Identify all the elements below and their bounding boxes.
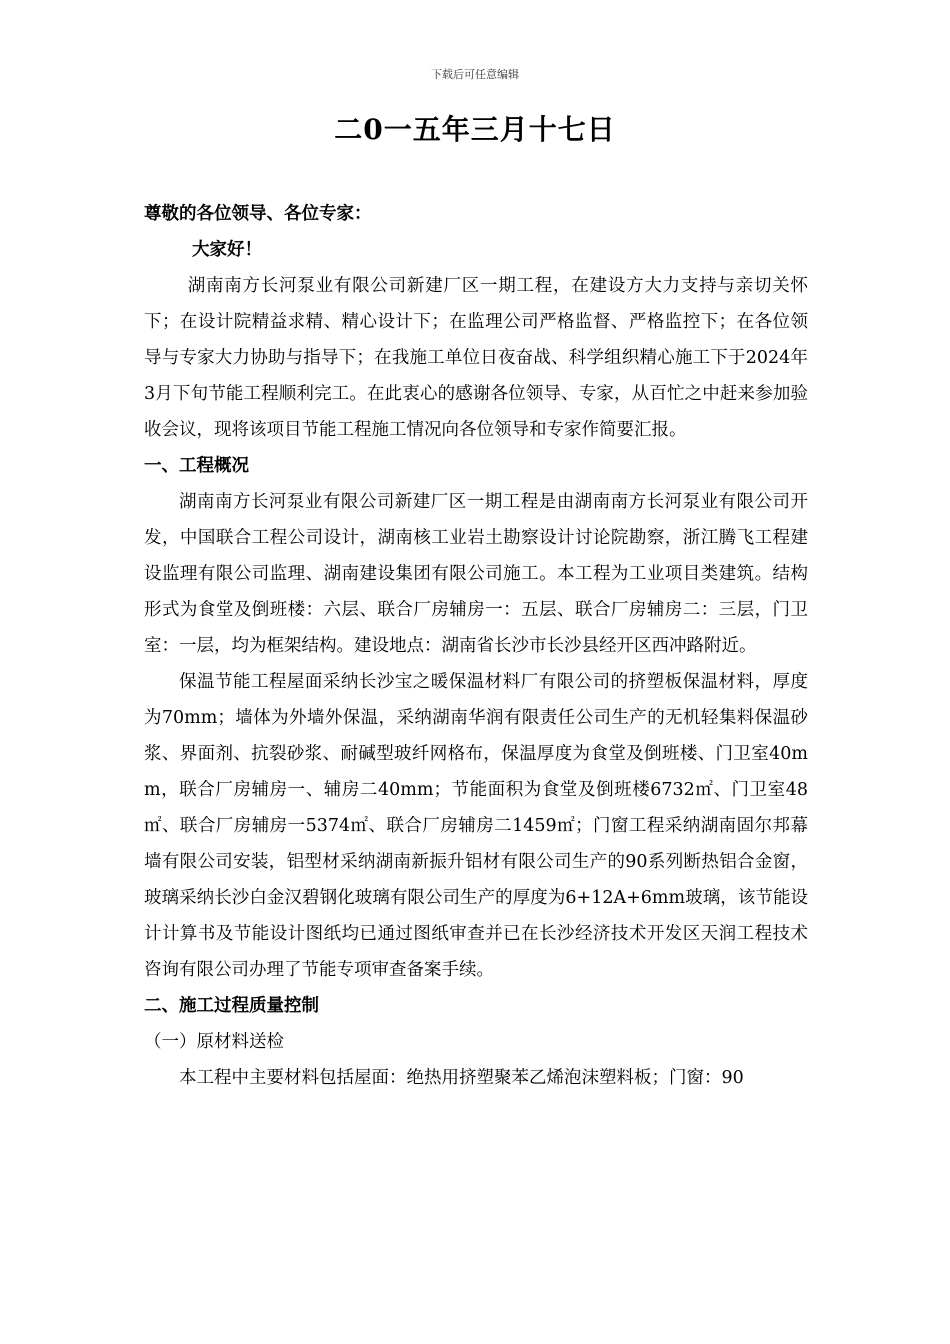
- section-heading-overview: 一、工程概况: [144, 456, 249, 476]
- subheading-raw-material-testing: （一）原材料送检: [144, 1032, 284, 1052]
- header-note: 下载后可任意编辑: [431, 68, 519, 81]
- quality-control-paragraph-1: 本工程中主要材料包括屋面：绝热用挤塑聚苯乙烯泡沫塑料板；门窗：90: [179, 1068, 744, 1088]
- overview-paragraph-1: 湖南南方长河泵业有限公司新建厂区一期工程是由湖南南方长河泵业有限公司开发，中国联合工程公司设计，湖南核工业岩土勘察设计讨论院勘察，浙江腾飞工程建设监理有限公司监理、湖南建设集团有限公司施工。本工程为工业项目类建筑。结构形式为食堂及倒班楼：六层、联合厂房辅房一：五层、联合厂房辅房二：三层，门卫室：一层，均为框架结构。建设地点：湖南省长沙市长沙县经开区西冲路附近。: [144, 492, 808, 656]
- document-date: 二0一五年三月十七日: [334, 113, 616, 146]
- overview-paragraph-2: 保温节能工程屋面采纳长沙宝之暖保温材料厂有限公司的挤塑板保温材料，厚度为70mm；墙体为外墙外保温，采纳湖南华润有限责任公司生产的无机轻集料保温砂浆、界面剂、抗裂砂浆、耐碱型玻纤网格布，保温厚度为食堂及倒班楼、门卫室40mm，联合厂房辅房一、辅房二40mm；节能面积为食堂及倒班楼6732㎡、门卫室48㎡、联合厂房辅房一5374㎡、联合厂房辅房二1459㎡；门窗工程采纳湖南固尔邦幕墙有限公司安装，铝型材采纳湖南新振升铝材有限公司生产的90系列断热铝合金窗，玻璃采纳长沙白金汉碧钢化玻璃有限公司生产的厚度为6+12A+6mm玻璃，该节能设计计算书及节能设计图纸均已通过图纸审查并已在长沙经济技术开发区天润工程技术咨询有限公司办理了节能专项审查备案手续。: [144, 672, 808, 980]
- greeting: 大家好！: [192, 240, 262, 260]
- section-heading-quality-control: 二、施工过程质量控制: [144, 996, 319, 1016]
- document-body: [144, 196, 808, 1096]
- intro-paragraph: 湖南南方长河泵业有限公司新建厂区一期工程，在建设方大力支持与亲切关怀下；在设计院精益求精、精心设计下；在监理公司严格监督、严格监控下；在各位领导与专家大力协助与指导下；在我施工单位日夜奋战、科学组织精心施工下于2024年3月下旬节能工程顺利完工。在此衷心的感谢各位领导、专家，从百忙之中赶来参加验收会议，现将该项目节能工程施工情况向各位领导和专家作简要汇报。: [144, 276, 808, 440]
- salutation: 尊敬的各位领导、各位专家：: [144, 204, 372, 224]
